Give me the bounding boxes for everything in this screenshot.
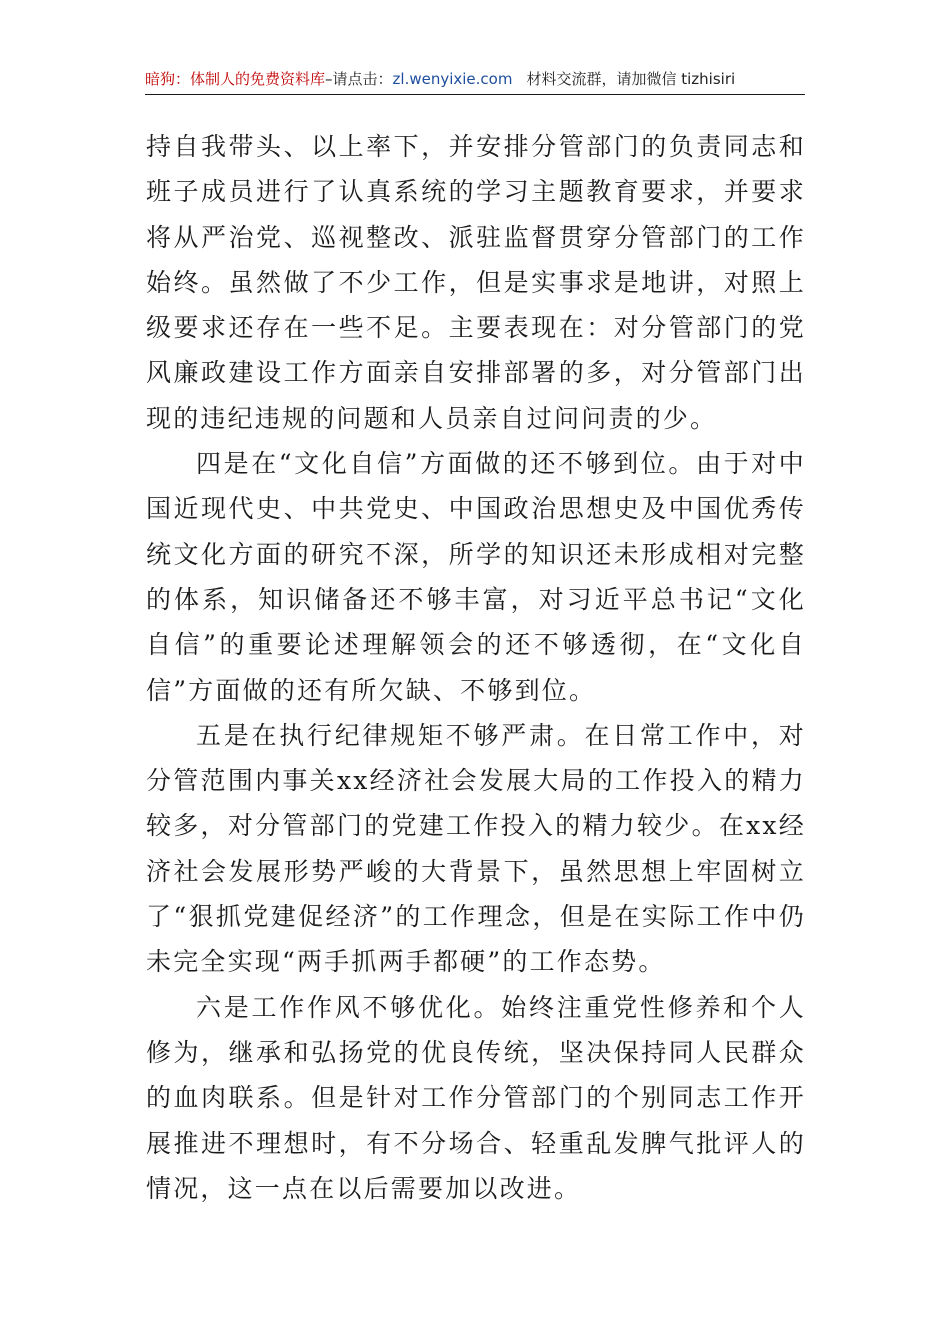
header-url-link[interactable]: zl.wenyixie.com — [392, 70, 513, 88]
paragraph-culture-confidence: 四是在“文化自信”方面做的还不够到位。由于对中国近现代史、中共党史、中国政治思想史及中国优秀传统文化方面的研究不深，所学的知识还未形成相对完整的体系，知识储备还不够丰富，对习近平总书记“文化自信”的重要论述理解领会的还不够透彻，在“文化自信”方面做的还有所欠缺、不够到位。 — [146, 449, 806, 705]
header-contact: 材料交流群，请加微信 tizhisiri — [526, 70, 736, 88]
paragraph-work-style: 六是工作作风不够优化。始终注重党性修养和个人修为，继承和弘扬党的优良传统，坚决保持同人民群众的血肉联系。但是针对工作分管部门的个别同志工作开展推进不理想时，有不分场合、轻重乱发脾气批评人的情况，这一点在以后需要加以改进。 — [146, 992, 806, 1203]
header-brand: 暗狗：体制人的免费资料库 — [145, 70, 326, 88]
header-click-prompt: –请点击： — [325, 70, 393, 88]
paragraph-continued: 持自我带头、以上率下，并安排分管部门的负责同志和班子成员进行了认真系统的学习主题教育要求，并要求将从严治党、巡视整改、派驻监督贯穿分管部门的工作始终。虽然做了不少工作，但是实事求是地讲，对照上级要求还存在一些不足。主要表现在：对分管部门的党风廉政建设工作方面亲自安排部署的多，对分管部门出现的违纪违规的问题和人员亲自过问问责的少。 — [146, 132, 806, 433]
document-body — [146, 124, 806, 1211]
page-header — [145, 64, 805, 95]
paragraph-discipline: 五是在执行纪律规矩不够严肃。在日常工作中，对分管范围内事关xx经济社会发展大局的工作投入的精力较多，对分管部门的党建工作投入的精力较少。在xx经济社会发展形势严峻的大背景下，虽然思想上牢固树立了“狠抓党建促经济”的工作理念，但是在实际工作中仍未完全实现“两手抓两手都硬”的工作态势。 — [146, 720, 806, 977]
